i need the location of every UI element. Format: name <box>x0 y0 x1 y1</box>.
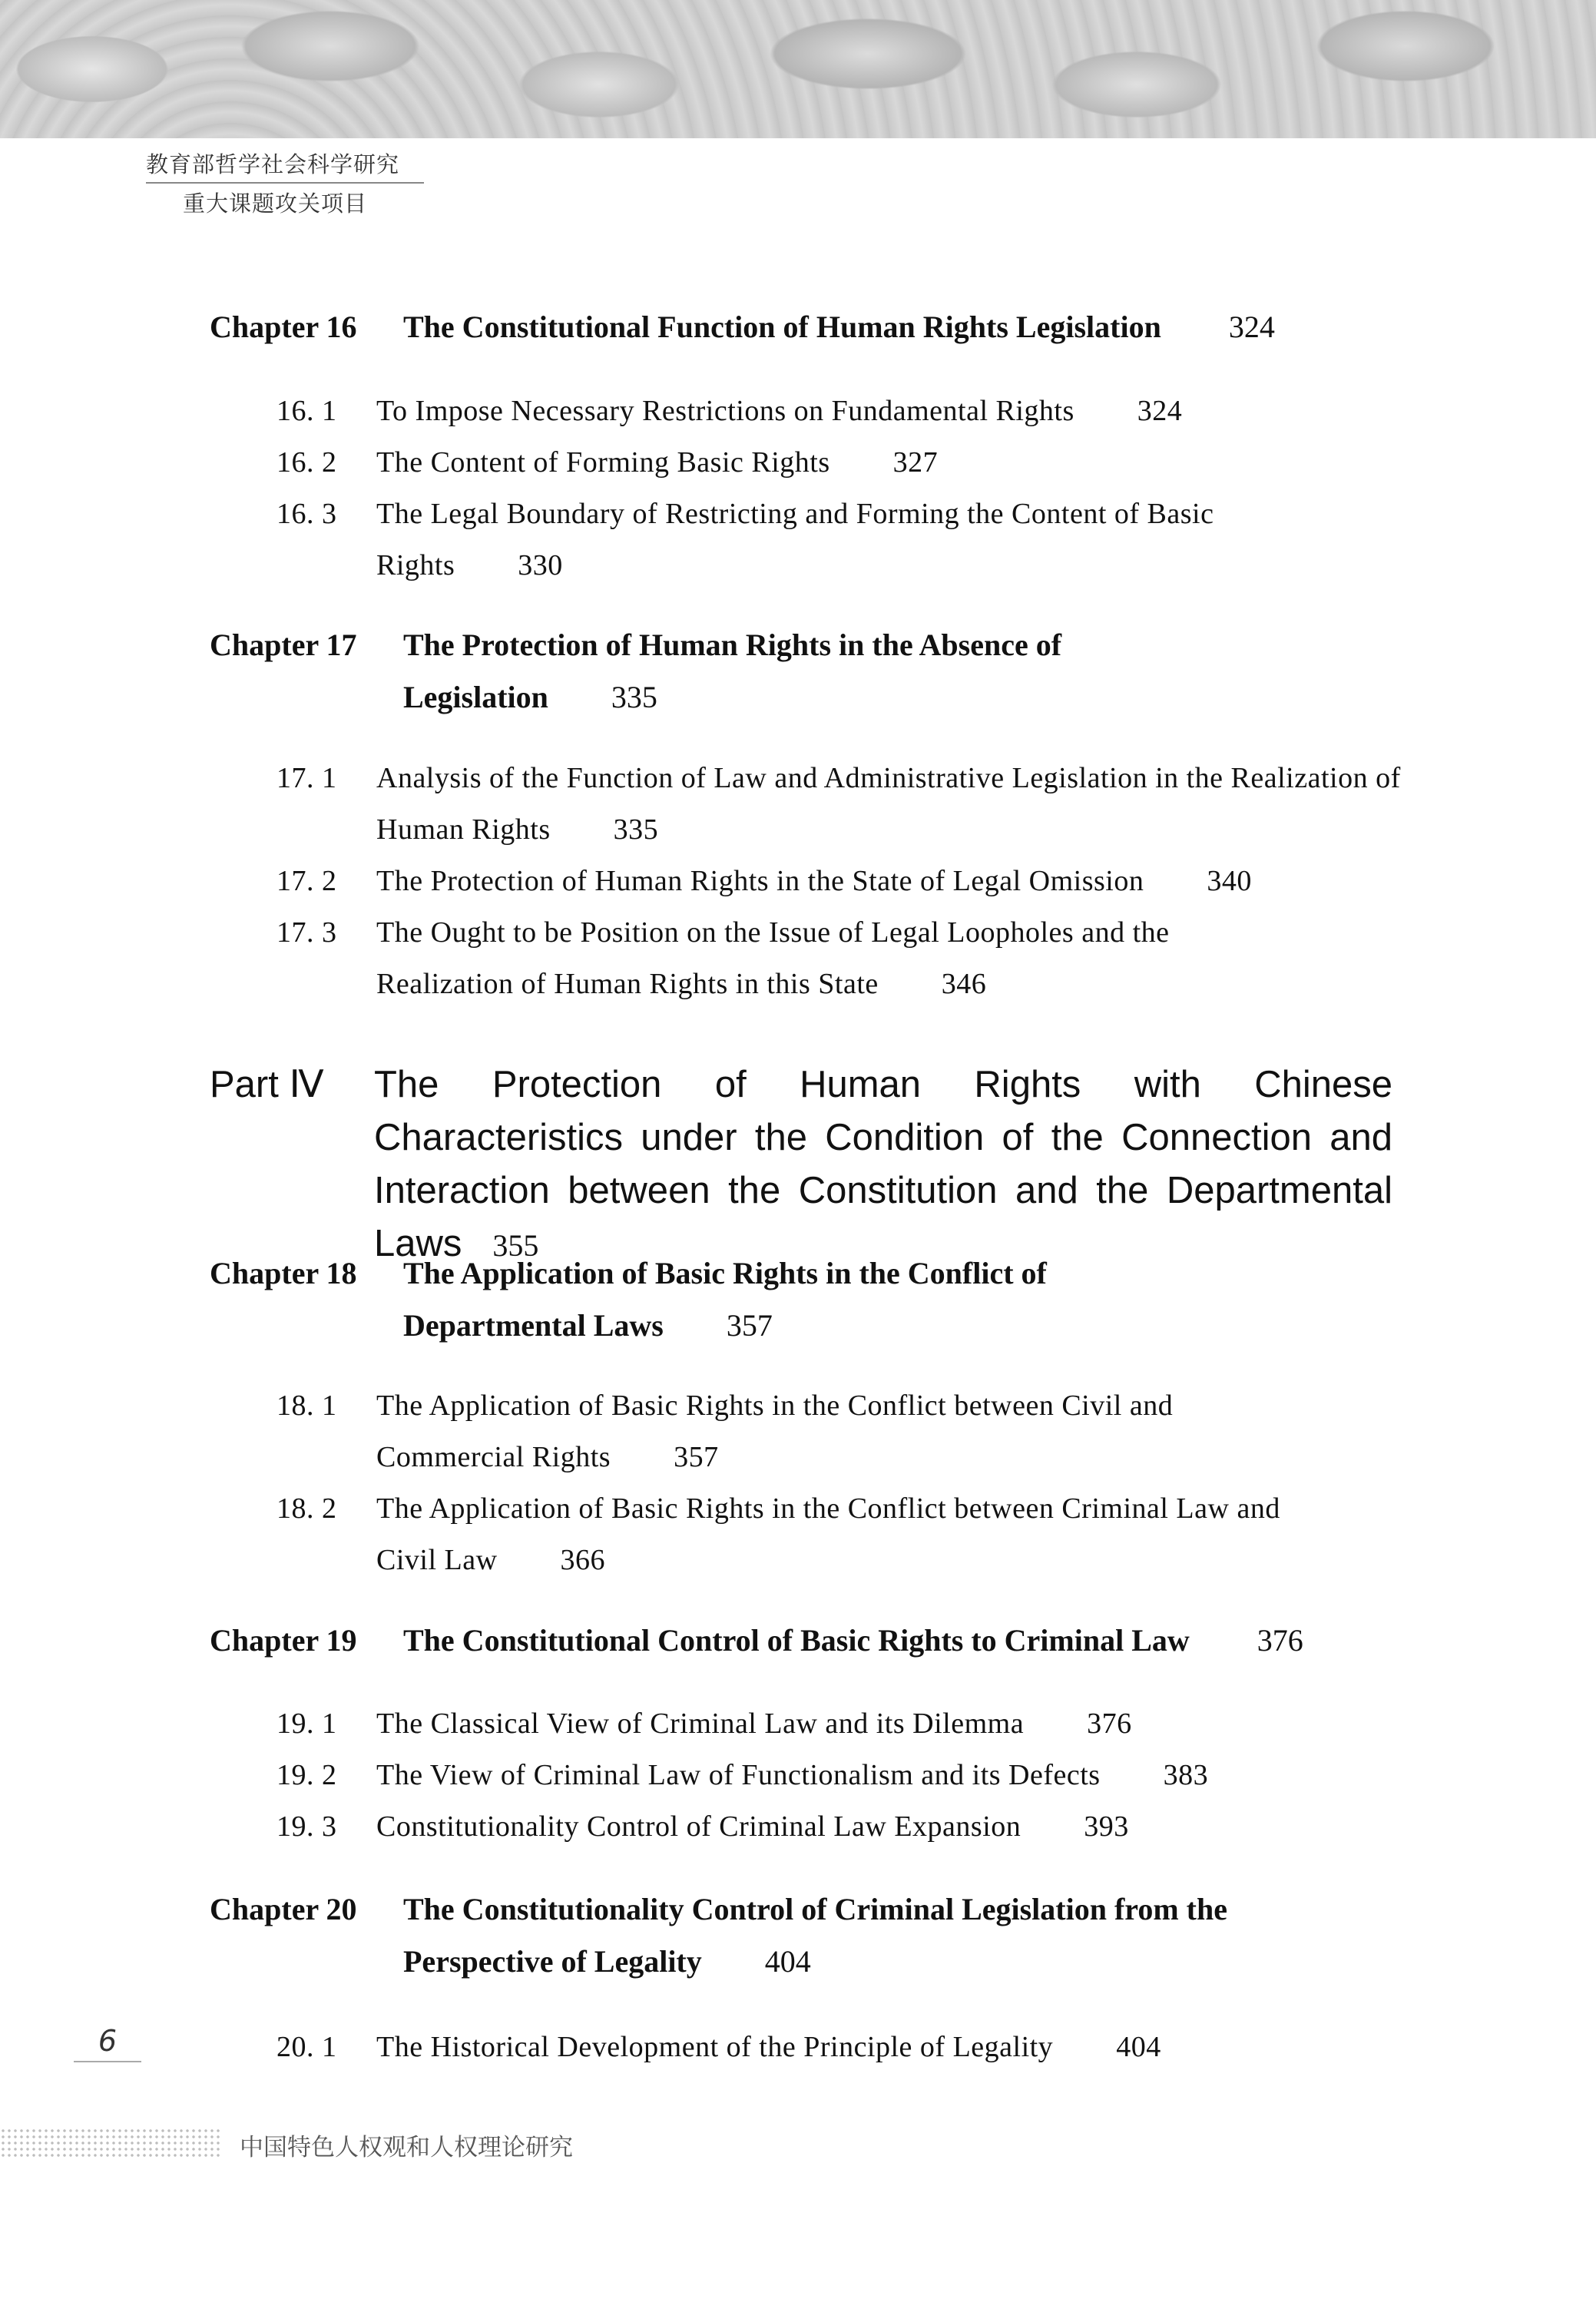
section-number: 20. 1 <box>276 2031 337 2063</box>
chapter-title <box>403 619 1171 724</box>
chapter-title-text: The Constitutional Control of Basic Rights to Criminal Law <box>403 1623 1190 1658</box>
chapter-title <box>403 301 1417 353</box>
section-title-text: The Application of Basic Rights in the Conflict between Criminal Law and Civil Law <box>376 1492 1280 1576</box>
chapter-title-text: The Application of Basic Rights in the Conflict of Departmental Laws <box>403 1256 1055 1343</box>
section-page: 340 <box>1207 865 1252 897</box>
section-title <box>376 437 1413 489</box>
section-title <box>376 1380 1298 1483</box>
section-page: 376 <box>1087 1708 1132 1740</box>
chapter-page: 357 <box>726 1308 773 1343</box>
section-title-text: The View of Criminal Law of Functionalism and its Defects <box>376 1759 1101 1791</box>
section-page: 404 <box>1116 2031 1161 2063</box>
section-title <box>376 1801 1413 1853</box>
section-page: 335 <box>613 813 659 846</box>
section-number: 18. 2 <box>276 1492 337 1525</box>
section-title-text: The Ought to be Position on the Issue of Legal Loopholes and the Realization of Human Rights in this State <box>376 916 1170 1000</box>
section-number: 19. 2 <box>276 1759 337 1791</box>
chapter-page: 376 <box>1257 1623 1303 1658</box>
chapter-title <box>403 1247 1156 1352</box>
section-number: 16. 1 <box>276 395 337 427</box>
section-number: 16. 2 <box>276 446 337 479</box>
chapter-number: Chapter 17 <box>210 628 357 662</box>
chapter-page: 324 <box>1228 310 1275 344</box>
section-number: 19. 1 <box>276 1708 337 1740</box>
section-title-text: Analysis of the Function of Law and Administrative Legislation in the Realization of Human Rights <box>376 762 1401 846</box>
section-title <box>376 386 1413 437</box>
chapter-title <box>403 1615 1417 1667</box>
section-number: 17. 2 <box>276 865 337 897</box>
page-number: 6 <box>74 2024 141 2062</box>
section-title <box>376 489 1221 591</box>
chapter-number: Chapter 16 <box>210 310 357 344</box>
section-page: 327 <box>892 446 939 479</box>
footer-book-title: 中国特色人权观和人权理论研究 <box>240 2134 573 2161</box>
chapter-title-text: The Constitutional Function of Human Rights Legislation <box>403 310 1161 344</box>
section-title-text: The Historical Development of the Principle of Legality <box>376 2031 1054 2063</box>
section-title-text: The Classical View of Criminal Law and its Dilemma <box>376 1708 1025 1740</box>
part-number: Part Ⅳ <box>210 1064 324 1105</box>
footer-dot-pattern <box>0 2128 223 2160</box>
section-title-text: To Impose Necessary Restrictions on Fundamental Rights <box>376 395 1074 427</box>
section-title-text: The Content of Forming Basic Rights <box>376 446 830 479</box>
section-title <box>376 2022 1413 2073</box>
chapter-number: Chapter 18 <box>210 1256 357 1290</box>
section-title-text: Constitutionality Control of Criminal Law Expansion <box>376 1810 1022 1843</box>
section-number: 19. 3 <box>276 1810 337 1843</box>
section-page: 330 <box>518 549 563 581</box>
section-page: 357 <box>674 1441 719 1473</box>
decorative-cloud-banner <box>0 0 1596 138</box>
section-title <box>376 907 1298 1010</box>
chapter-number: Chapter 20 <box>210 1892 357 1926</box>
chapter-title-text: The Constitutionality Control of Criminal Legislation from the Perspective of Legality <box>403 1892 1235 1979</box>
chapter-page: 335 <box>611 680 657 714</box>
series-header <box>146 147 424 218</box>
section-number: 16. 3 <box>276 498 337 530</box>
section-title <box>376 1750 1413 1801</box>
section-page: 366 <box>560 1544 606 1576</box>
chapter-number: Chapter 19 <box>210 1623 357 1658</box>
section-title <box>376 753 1413 856</box>
series-header-line1: 教育部哲学社会科学研究 <box>146 147 424 184</box>
section-title <box>376 1483 1298 1586</box>
section-number: 17. 1 <box>276 762 337 794</box>
section-page: 346 <box>941 968 987 1000</box>
series-header-line2: 重大课题攻关项目 <box>183 190 368 217</box>
section-title-text: The Protection of Human Rights in the State of Legal Omission <box>376 865 1144 897</box>
part-page: 355 <box>492 1228 539 1263</box>
section-page: 383 <box>1163 1759 1209 1791</box>
chapter-title <box>403 1883 1348 1988</box>
chapter-page: 404 <box>764 1944 811 1979</box>
section-title-text: The Legal Boundary of Restricting and Forming the Content of Basic Rights <box>376 498 1214 581</box>
section-page: 324 <box>1137 395 1183 427</box>
chapter-title-text: The Protection of Human Rights in the Absence of Legislation <box>403 628 1070 714</box>
part-title-text: The Protection of Human Rights with Chinese Characteristics under the Condition of the Connection and Interaction between the Constitution and the Departmental Laws <box>374 1064 1392 1264</box>
section-page: 393 <box>1084 1810 1129 1843</box>
part-title <box>374 1058 1392 1272</box>
section-number: 17. 3 <box>276 916 337 949</box>
section-title <box>376 856 1413 907</box>
section-number: 18. 1 <box>276 1390 337 1422</box>
section-title <box>376 1698 1413 1750</box>
section-title-text: The Application of Basic Rights in the Conflict between Civil and Commercial Rights <box>376 1390 1174 1473</box>
